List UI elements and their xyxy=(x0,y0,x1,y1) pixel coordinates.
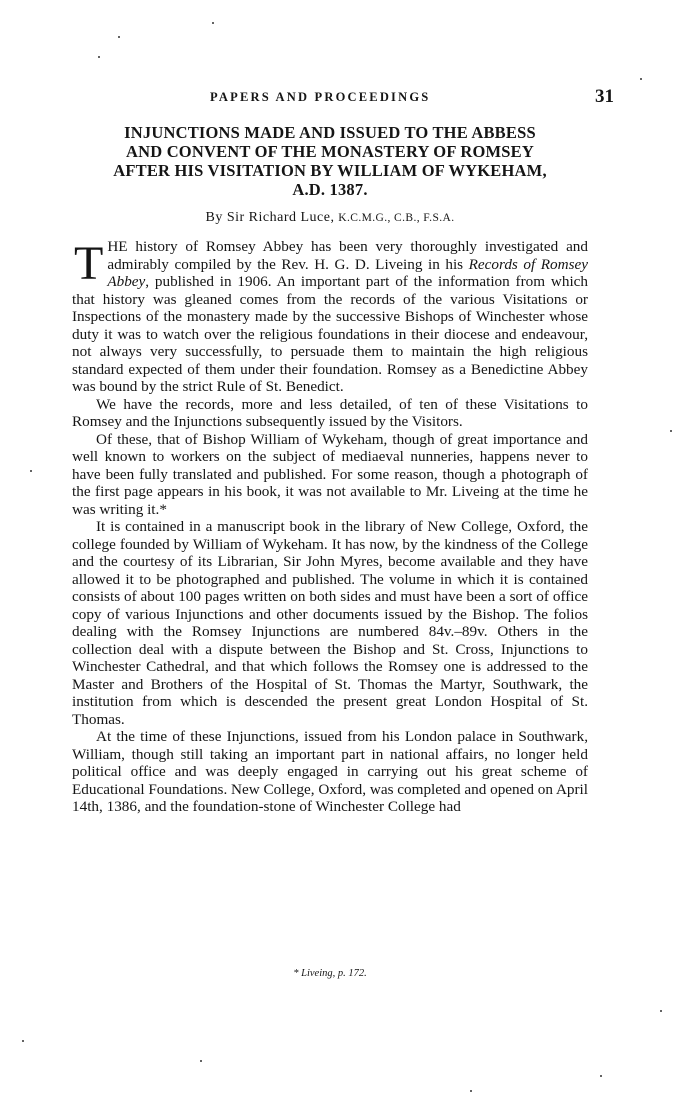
paragraph-3: Of these, that of Bishop William of Wykeham, though of great importance and well known to workers on the subject of mediaeval nunneries, happens never to have been fully translated and published. For some reason, though a photograph of the first page appears in his book, it was not available to Mr. Liveing at the time he was writing it.* xyxy=(72,430,588,518)
scan-speck xyxy=(470,1090,472,1092)
footnote: * Liveing, p. 172. xyxy=(293,968,367,979)
running-head xyxy=(60,86,614,108)
scan-speck xyxy=(200,1060,202,1062)
byline-postnominals: K.C.M.G., C.B., F.S.A. xyxy=(338,212,455,224)
scan-speck xyxy=(22,1040,24,1042)
scan-speck xyxy=(660,1010,662,1012)
scan-speck xyxy=(118,36,120,38)
article-title-line: AND CONVENT OF THE MONASTERY OF ROMSEY xyxy=(126,142,534,161)
scan-speck xyxy=(600,1075,602,1077)
scan-speck xyxy=(640,78,642,80)
byline xyxy=(72,210,588,226)
scan-speck xyxy=(30,470,32,472)
scan-speck xyxy=(98,56,100,58)
byline-author: By Sir Richard Luce, xyxy=(205,210,335,225)
book-title-italic: Records of Romsey Abbey xyxy=(107,255,588,290)
paragraph-2: We have the records, more and less detailed, of ten of these Visitations to Romsey and the Injunctions subsequently issued by the Visitors. xyxy=(72,395,588,430)
running-head-title: PAPERS AND PROCEEDINGS xyxy=(210,90,431,104)
scan-speck xyxy=(670,430,672,432)
paragraph-1-lead: HE history of Romsey Abbey has been very thoroughly investigated and admirably compiled by the Rev. H. G. D. Liveing in his xyxy=(107,238,588,273)
article-title xyxy=(72,123,588,199)
article-body xyxy=(72,238,588,816)
scan-speck xyxy=(212,22,214,24)
article-title-line: A.D. 1387. xyxy=(292,180,368,199)
paragraph-1 xyxy=(72,238,588,396)
paragraph-1-rest: , published in 1906. An important part of the information from which that history was gleaned comes from the records of the various Visitations or Inspections of the monastery made by the successive Bishops of Winchester whose duty it was to watch over the religious foundations in their diocese and endeavour, not always very successfully, to persuade them to maintain the high religious standard expected of them under their foundation. Romsey as a Benedictine Abbey was bound by the strict Rule of St. Benedict. xyxy=(72,273,588,395)
article-title-line: AFTER HIS VISITATION BY WILLIAM OF WYKEHAM, xyxy=(113,161,547,180)
paragraph-4: It is contained in a manuscript book in the library of New College, Oxford, the college founded by William of Wykeham. It has now, by the kindness of the College and the courtesy of its Librarian, Sir John Myres, become available and they have allowed it to be photographed and published. The volume in which it is contained consists of about 100 pages written on both sides and must have been a sort of office copy of various Injunctions and other documents issued by the Bishop. The folios dealing with the Romsey Injunctions are numbered 84v.–89v. Others in the collection deal with a dispute between the Bishop and St. Cross, Injunctions to Winchester Cathedral, and that which follows the Romsey one is addressed to the Master and Brothers of the Hospital of St. Thomas the Martyr, Southwark, the institution from which is descended the present great London Hospital of St. Thomas. xyxy=(72,518,588,728)
drop-cap: T xyxy=(74,237,104,290)
article-title-line: INJUNCTIONS MADE AND ISSUED TO THE ABBESS xyxy=(124,123,536,142)
page-number: 31 xyxy=(595,86,614,107)
paragraph-5: At the time of these Injunctions, issued from his London palace in Southwark, William, though still taking an important part in national affairs, no longer held political office and was deeply engaged in carrying out his great scheme of Educational Foundations. New College, Oxford, was completed and opened on April 14th, 1386, and the foundation-stone of Winchester College had xyxy=(72,728,588,815)
